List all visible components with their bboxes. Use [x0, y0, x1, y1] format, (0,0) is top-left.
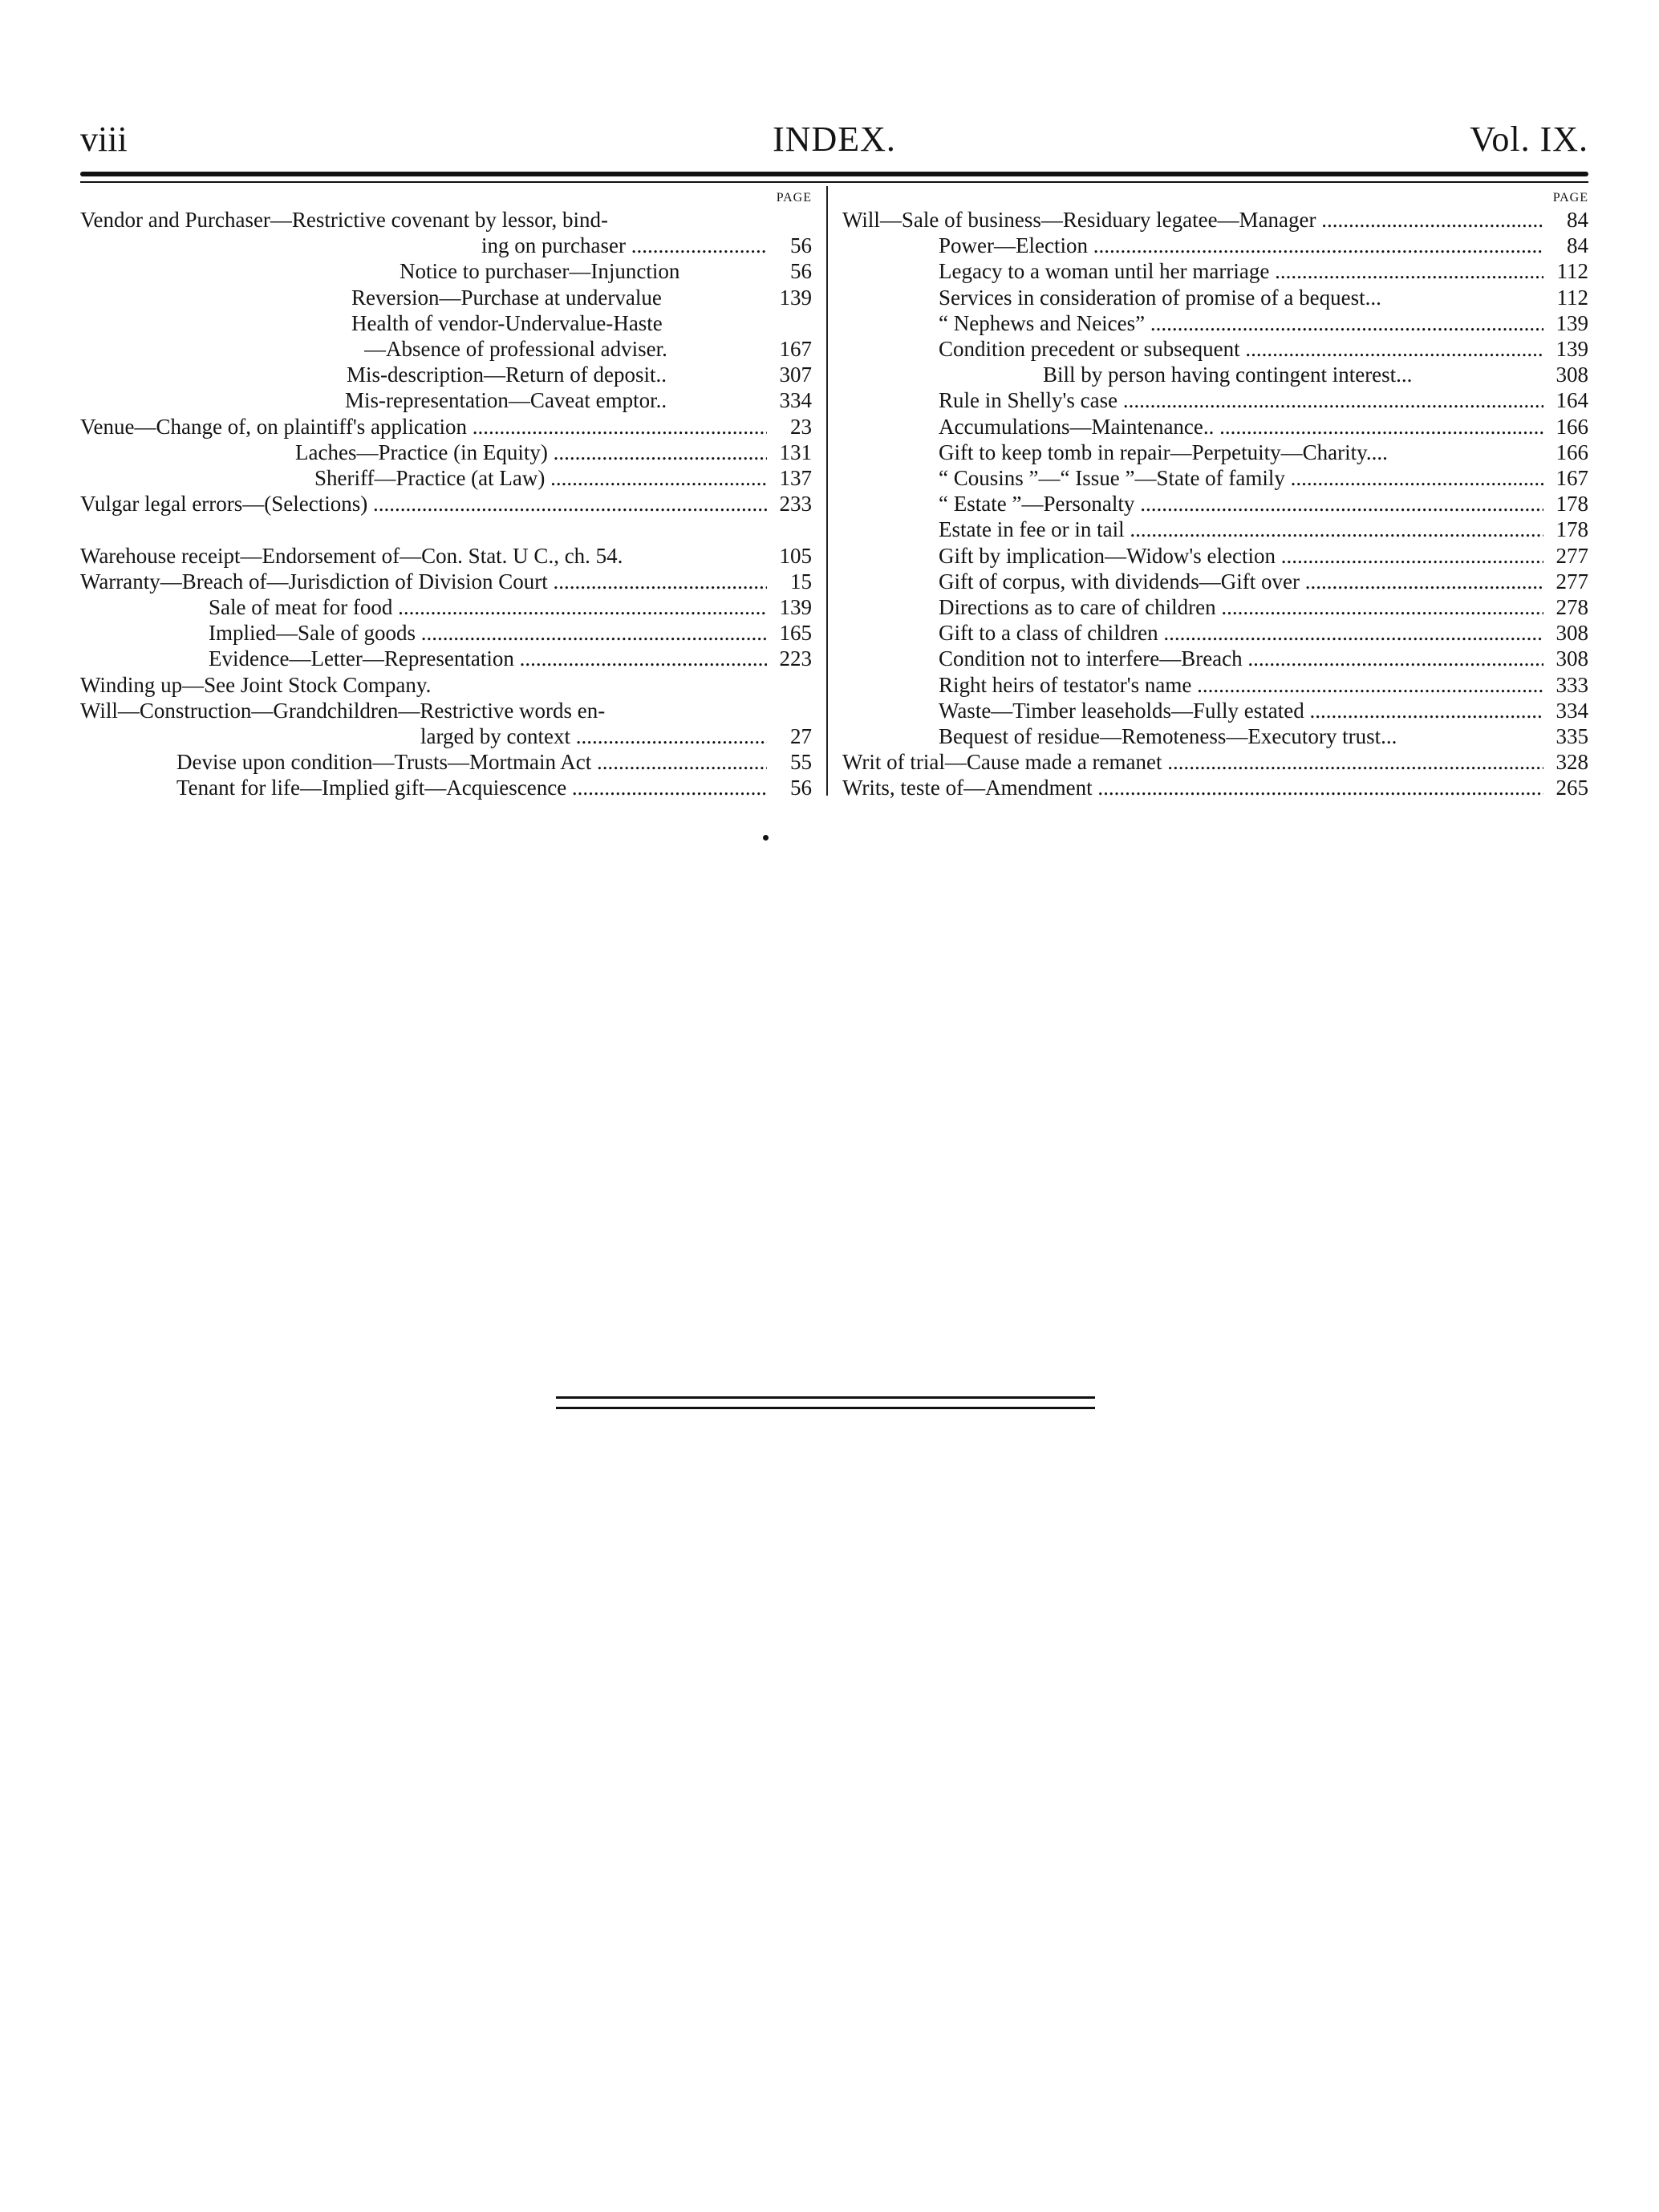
entry-text: ing on purchaser .....: [481, 233, 767, 258]
entry-page: 328: [1556, 750, 1588, 775]
entry-text: Accumulations—Maintenance.. .....: [939, 414, 1543, 440]
index-entry: [80, 258, 812, 284]
index-entry: [80, 336, 812, 362]
entry-text: Winding up—See Joint Stock Company.: [80, 672, 432, 697]
entry-page: 265: [1556, 776, 1588, 800]
entry-text: Venue—Change of, on plaintiff's application .....: [80, 414, 767, 440]
index-entry: [842, 336, 1588, 362]
entry-text: Mis-representation—Caveat emptor..: [345, 388, 667, 413]
entry-text: larged by context .....: [420, 723, 767, 749]
entry-text: Reversion—Purchase at undervalue: [351, 285, 662, 310]
entry-text: Notice to purchaser—Injunction: [400, 259, 680, 284]
right-index-column: [842, 186, 1588, 801]
header-rule-thin: [80, 181, 1588, 183]
index-entry: [842, 775, 1588, 800]
index-entry: [80, 698, 812, 723]
entry-text: Condition not to interfere—Breach .....: [939, 646, 1543, 671]
entry-text: Evidence—Letter—Representation .....: [209, 646, 767, 671]
index-entry: [842, 233, 1588, 258]
index-entry: [80, 569, 812, 594]
entry-text: Writ of trial—Cause made a remanet .....: [842, 749, 1543, 775]
entry-page: 56: [790, 776, 812, 800]
index-entry: [842, 207, 1588, 233]
entry-page: 112: [1556, 259, 1588, 284]
entry-text: Power—Election .....: [939, 233, 1543, 258]
entry-text: Warehouse receipt—Endorsement of—Con. Stat. U C., ch. 54.: [80, 543, 623, 568]
entry-page: 55: [790, 750, 812, 775]
entry-text: Implied—Sale of goods .....: [209, 620, 767, 646]
index-entry: [842, 387, 1588, 413]
index-entry: [80, 310, 812, 336]
entry-page: 139: [779, 595, 812, 620]
index-entry: [80, 440, 812, 465]
index-entry: [80, 387, 812, 413]
entry-page: 167: [779, 337, 812, 362]
entry-page: 139: [1556, 310, 1588, 335]
end-rule-top: [556, 1396, 1095, 1399]
volume-label: Vol. IX.: [1470, 120, 1588, 159]
index-entry: [842, 414, 1588, 440]
index-entry: [842, 698, 1588, 723]
index-entry: [842, 646, 1588, 671]
entry-page: 164: [1556, 388, 1588, 413]
entry-page: 112: [1556, 285, 1588, 310]
entry-page: 165: [779, 621, 812, 646]
index-entry: [80, 414, 812, 440]
entry-page: 178: [1556, 517, 1588, 542]
index-entry: [80, 749, 812, 775]
right-entries: [842, 207, 1588, 801]
entry-page: 23: [790, 414, 812, 439]
entry-text: Health of vendor-Undervalue-Haste: [351, 310, 663, 335]
entry-page: 233: [779, 492, 812, 517]
index-entry: [80, 723, 812, 749]
entry-page: 137: [779, 466, 812, 491]
index-entry: [80, 207, 812, 233]
entry-page: 334: [779, 388, 812, 413]
entry-page: 131: [779, 440, 812, 464]
index-entry: [842, 310, 1588, 336]
left-index-column: [80, 186, 812, 801]
index-entry: [80, 491, 812, 517]
index-entry: [842, 465, 1588, 491]
entry-page: 167: [1556, 466, 1588, 491]
entry-text: Vulgar legal errors—(Selections) .....: [80, 491, 767, 517]
stray-dot: [763, 835, 769, 841]
index-entry: [80, 543, 812, 569]
end-rule-bottom: [556, 1407, 1095, 1409]
entry-text: Will—Sale of business—Residuary legatee—Manager .....: [842, 207, 1543, 233]
entry-text: Bill by person having contingent interest...: [1043, 363, 1413, 387]
entry-page: 139: [1556, 337, 1588, 362]
index-entry: [80, 594, 812, 620]
index-entry: [842, 258, 1588, 284]
entry-text: “ Estate ”—Personalty .....: [939, 491, 1543, 517]
entry-text: —Absence of professional adviser.: [364, 337, 667, 362]
left-entries: [80, 207, 812, 801]
entry-text: Gift of corpus, with dividends—Gift over .....: [939, 569, 1543, 594]
entry-text: Sheriff—Practice (at Law) .....: [314, 465, 767, 491]
index-entry: [80, 672, 812, 698]
entry-text: Estate in fee or in tail .....: [939, 517, 1543, 542]
entry-text: Right heirs of testator's name .....: [939, 672, 1543, 698]
entry-page: 27: [790, 724, 812, 749]
page-column-heading: PAGE: [776, 191, 812, 205]
entry-page: 178: [1556, 492, 1588, 517]
index-entry: [80, 465, 812, 491]
entry-page: 277: [1556, 569, 1588, 594]
entry-text: Rule in Shelly's case .....: [939, 387, 1543, 413]
page-number: viii: [80, 120, 128, 159]
entry-page: 334: [1556, 698, 1588, 723]
index-entry: [80, 285, 812, 310]
entry-text: Gift to keep tomb in repair—Perpetuity—Charity....: [939, 440, 1388, 464]
entry-page: 84: [1567, 233, 1588, 258]
entry-page: 84: [1567, 208, 1588, 232]
index-entry: [842, 362, 1588, 387]
entry-page: 166: [1556, 440, 1588, 464]
entry-text: “ Nephews and Neices” .....: [939, 310, 1543, 336]
index-entry: [842, 749, 1588, 775]
entry-text: Waste—Timber leaseholds—Fully estated .....: [939, 698, 1543, 723]
entry-text: Legacy to a woman until her marriage .....: [939, 258, 1543, 284]
entry-text: Condition precedent or subsequent .....: [939, 336, 1543, 362]
entry-page: 105: [779, 543, 812, 568]
entry-page: 308: [1556, 621, 1588, 646]
index-entry: [842, 569, 1588, 594]
entry-text: Laches—Practice (in Equity) .....: [295, 440, 767, 465]
header-rule-thick: [80, 172, 1588, 176]
index-entry: [842, 517, 1588, 542]
entry-text: Devise upon condition—Trusts—Mortmain Act .....: [176, 749, 767, 775]
entry-page: 56: [790, 259, 812, 284]
column-divider: [826, 186, 828, 796]
entry-text: Gift by implication—Widow's election .....: [939, 543, 1543, 569]
entry-text: Will—Construction—Grandchildren—Restrictive words en-: [80, 698, 606, 723]
entry-page: 308: [1556, 646, 1588, 671]
entry-page: 333: [1556, 672, 1588, 697]
entry-page: 308: [1556, 363, 1588, 387]
entry-page: 223: [779, 646, 812, 671]
entry-page: 307: [779, 363, 812, 387]
index-entry: [80, 233, 812, 258]
entry-text: Services in consideration of promise of a bequest...: [939, 285, 1381, 310]
entry-page: 277: [1556, 543, 1588, 568]
index-entry: [842, 543, 1588, 569]
blank-line: [80, 517, 812, 542]
index-entry: [842, 672, 1588, 698]
entry-text: Bequest of residue—Remoteness—Executory trust...: [939, 724, 1397, 749]
page-column-heading: PAGE: [1552, 191, 1588, 205]
entry-text: Gift to a class of children .....: [939, 620, 1543, 646]
entry-page: 15: [790, 569, 812, 594]
index-entry: [842, 440, 1588, 465]
index-entry: [842, 594, 1588, 620]
index-entry: [80, 775, 812, 800]
entry-page: 166: [1556, 414, 1588, 439]
page-header: [80, 119, 1588, 167]
entry-text: Mis-description—Return of deposit..: [347, 363, 667, 387]
entry-text: Sale of meat for food .....: [209, 594, 767, 620]
index-entry: [842, 491, 1588, 517]
index-entry: [80, 620, 812, 646]
entry-text: Writs, teste of—Amendment .....: [842, 775, 1543, 800]
entry-page: 335: [1556, 724, 1588, 749]
entry-page: 278: [1556, 595, 1588, 620]
index-entry: [842, 285, 1588, 310]
page-title: INDEX.: [773, 120, 896, 159]
entry-text: Vendor and Purchaser—Restrictive covenant by lessor, bind-: [80, 208, 608, 232]
entry-text: Directions as to care of children .....: [939, 594, 1543, 620]
index-entry: [842, 620, 1588, 646]
index-entry: [80, 646, 812, 671]
entry-text: “ Cousins ”—“ Issue ”—State of family .....: [939, 465, 1543, 491]
index-entry: [842, 723, 1588, 749]
entry-page: 139: [779, 285, 812, 310]
index-entry: [80, 362, 812, 387]
entry-text: Warranty—Breach of—Jurisdiction of Division Court .....: [80, 569, 767, 594]
entry-page: 56: [790, 233, 812, 258]
entry-text: Tenant for life—Implied gift—Acquiescence .....: [176, 775, 767, 800]
